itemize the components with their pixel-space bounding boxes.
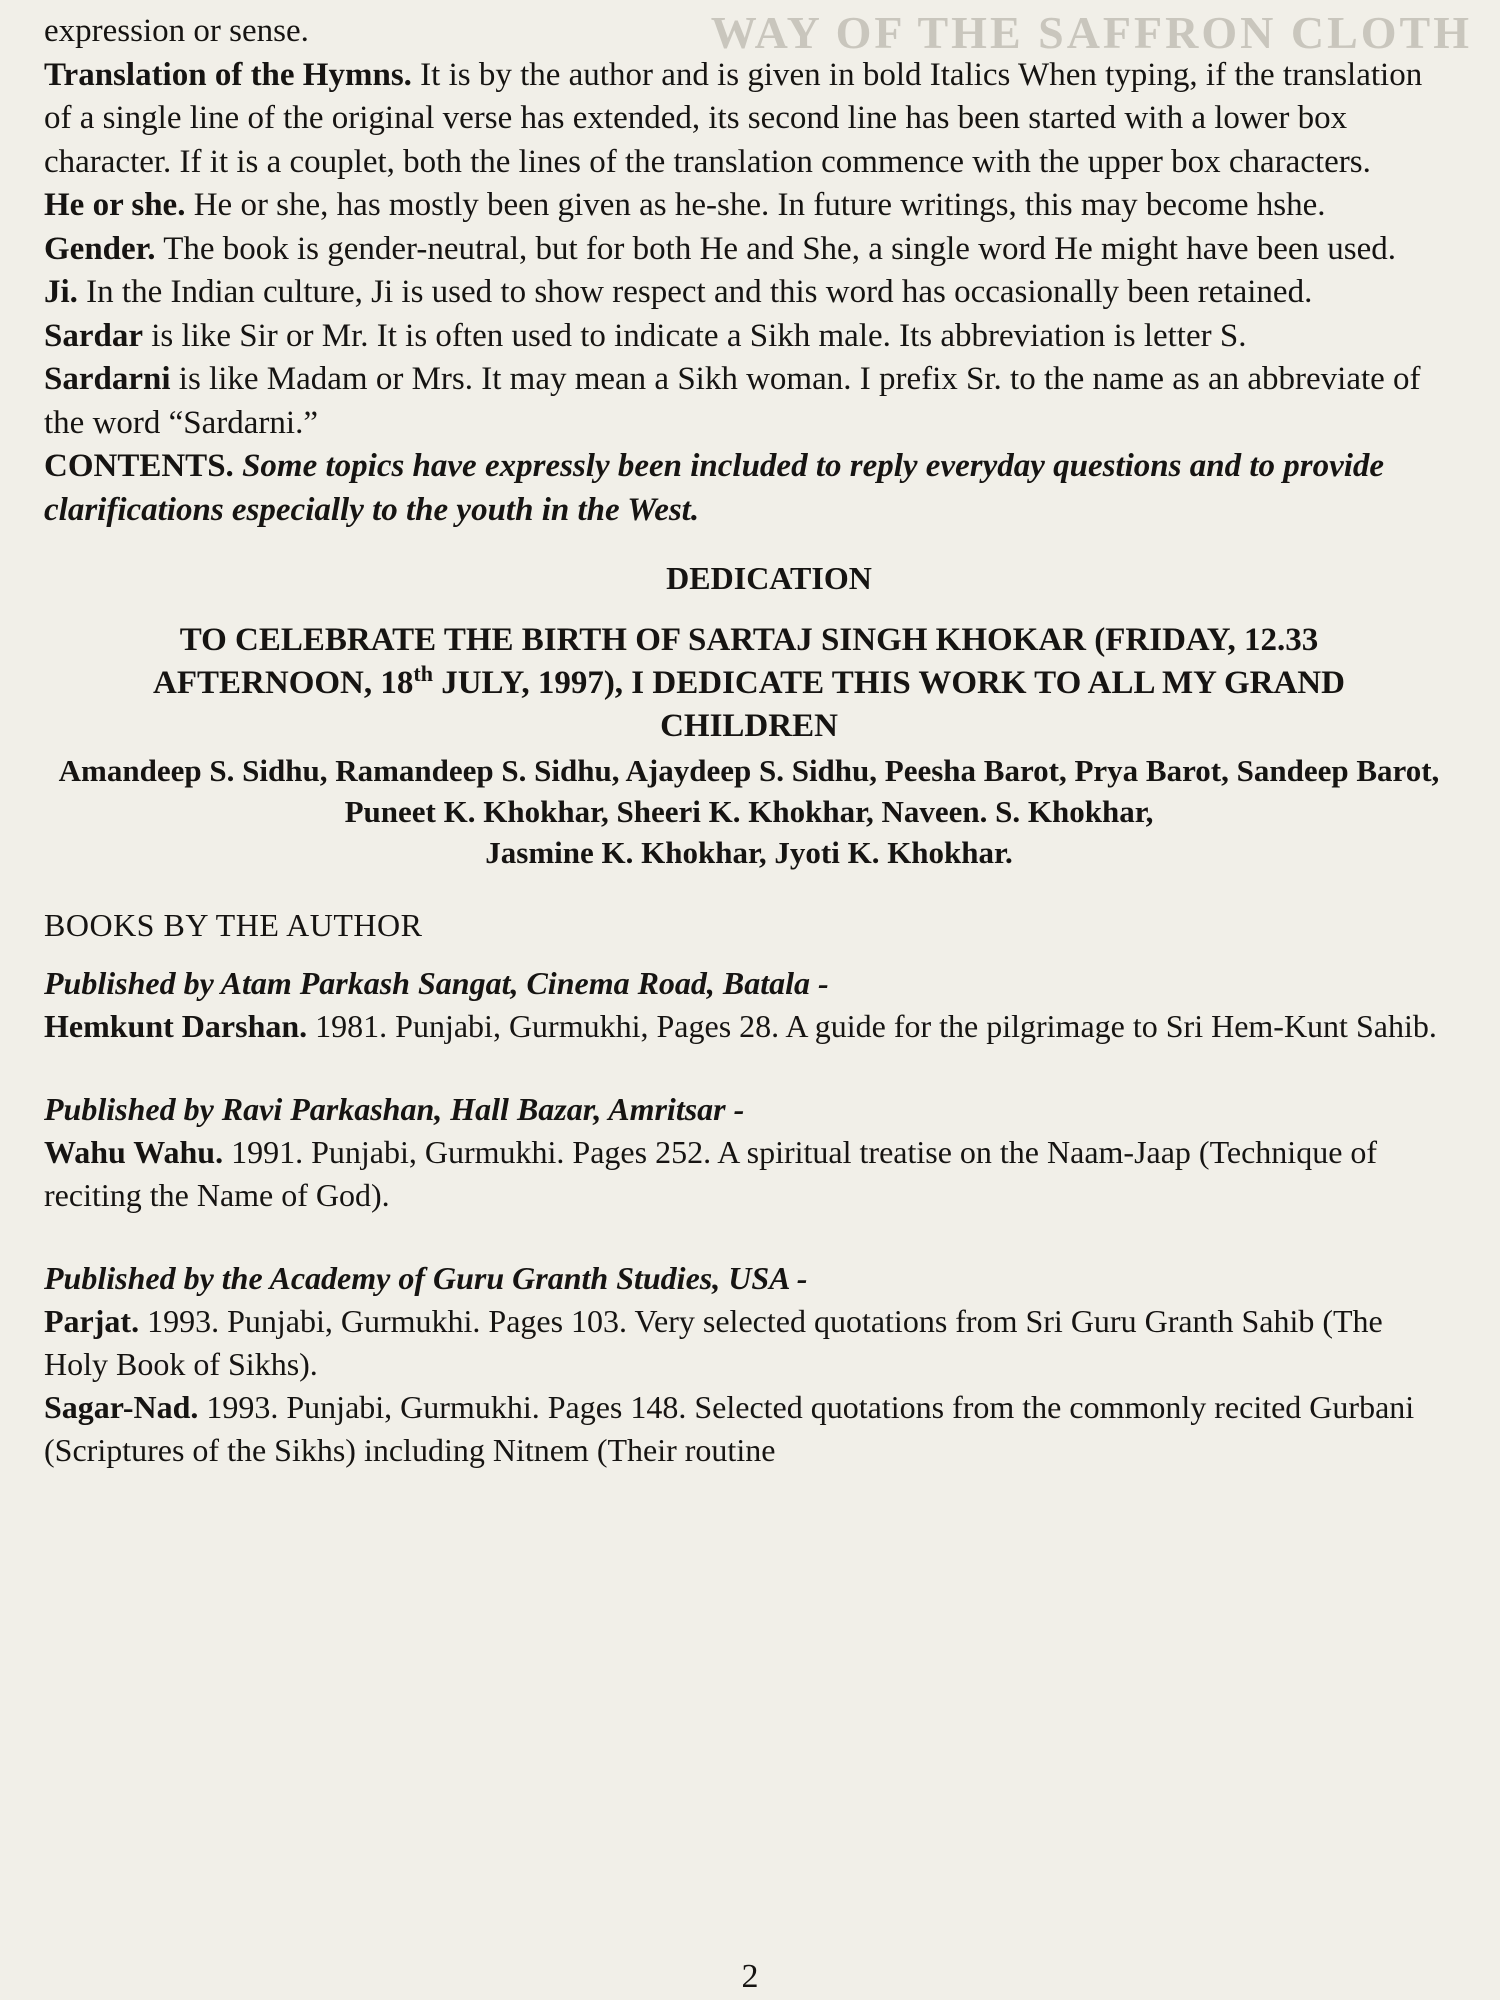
contents-note (44, 445, 1454, 532)
book-title: Sagar-Nad. (44, 1389, 199, 1425)
books-heading: BOOKS BY THE AUTHOR (44, 907, 423, 943)
glossary-text: It is by the author and is given in bold Italics When typing, if the translation of a single line of the original verse has extended, its second line has been started with a lower box character. If it is a couplet, both the lines of the translation commence with the upper box characters. (44, 56, 1423, 180)
glossary-entry-ji (44, 271, 1454, 315)
book-entry (44, 1005, 1454, 1048)
book-description: 1981. Punjabi, Gurmukhi, Pages 28. A guide for the pilgrimage to Sri Hem-Kunt Sahib. (307, 1008, 1437, 1044)
publisher: Published by Atam Parkash Sangat, Cinema Road, Batala - (44, 965, 829, 1001)
publisher: Published by Ravi Parkashan, Hall Bazar, Amritsar - (44, 1091, 745, 1127)
contents-lead: CONTENTS. (44, 448, 234, 484)
page-number: 2 (741, 1958, 759, 1995)
bleed-through-header: WAY OF THE SAFFRON CLOTH (710, 7, 1472, 58)
dedication-text (44, 619, 1454, 748)
glossary-entry-sardar (44, 315, 1454, 359)
book-group-amritsar (44, 1088, 1454, 1217)
glossary-text: In the Indian culture, Ji is used to show respect and this word has occasionally been retained. (77, 274, 1313, 310)
glossary-term: Sardar (44, 317, 143, 354)
book-entry (44, 1300, 1454, 1386)
book-group-academy (44, 1257, 1454, 1472)
glossary-text: is like Madam or Mrs. It may mean a Sikh woman. I prefix Sr. to the name as an abbreviate of the word “Sardarni.” (44, 361, 1421, 441)
book-description: 1991. Punjabi, Gurmukhi. Pages 252. A spiritual treatise on the Naam-Jaap (Technique of reciting the Name of God). (44, 1134, 1378, 1213)
glossary-entry-gender (44, 228, 1454, 272)
contents-text: Some topics have expressly been included to reply everyday questions and to provide clarifications especially to the youth in the West. (44, 448, 1385, 528)
glossary-term: Gender. (44, 230, 156, 267)
dedication-part2: JULY, 1997), I DEDICATE THIS WORK TO ALL MY GRAND CHILDREN (432, 665, 1345, 744)
glossary-term: Ji. (44, 274, 78, 310)
glossary-term: He or she. (44, 187, 186, 223)
glossary-text: The book is gender-neutral, but for both He and She, a single word He might have been used. (155, 230, 1397, 267)
names-line-1: Amandeep S. Sidhu, Ramandeep S. Sidhu, Ajaydeep S. Sidhu, Peesha Barot, Prya Barot, Sandeep Barot, Puneet K. Khokhar, Sheeri K. Khokhar, Naveen. S. Khokhar, (58, 753, 1440, 829)
glossary-entry-translation (44, 54, 1454, 185)
intro-tail: expression or sense. (44, 13, 309, 49)
grandchildren-names (44, 750, 1454, 873)
book-entry (44, 1131, 1454, 1217)
book-description: 1993. Punjabi, Gurmukhi. Pages 148. Selected quotations from the commonly recited Gurbani (Scriptures of the Sikhs) including Nitnem (Their routine (44, 1389, 1415, 1468)
book-title: Wahu Wahu. (44, 1134, 224, 1170)
glossary-entry-he-she (44, 184, 1454, 228)
publisher: Published by the Academy of Guru Granth Studies, USA - (44, 1260, 808, 1296)
book-title: Hemkunt Darshan. (44, 1008, 308, 1044)
book-group-batala (44, 962, 1454, 1048)
names-line-2: Jasmine K. Khokhar, Jyoti K. Khokhar. (485, 835, 1013, 870)
glossary-term: Sardarni (44, 361, 171, 397)
dedication-part1: TO CELEBRATE THE BIRTH OF SARTAJ SINGH KHOKAR (FRIDAY, 12.33 AFTERNOON, 18 (153, 622, 1319, 701)
glossary-text: is like Sir or Mr. It is often used to indicate a Sikh male. Its abbreviation is letter S. (143, 317, 1247, 354)
dedication-heading: DEDICATION (666, 560, 872, 596)
glossary-text: He or she, has mostly been given as he-she. In future writings, this may become hshe. (185, 187, 1326, 223)
glossary-term: Translation of the Hymns. (44, 56, 412, 93)
book-entry (44, 1386, 1454, 1472)
dedication-superscript: th (413, 661, 433, 686)
glossary-entry-sardarni (44, 358, 1454, 445)
book-title: Parjat. (44, 1303, 140, 1339)
book-description: 1993. Punjabi, Gurmukhi. Pages 103. Very selected quotations from Sri Guru Granth Sahib (The Holy Book of Sikhs). (44, 1303, 1383, 1382)
